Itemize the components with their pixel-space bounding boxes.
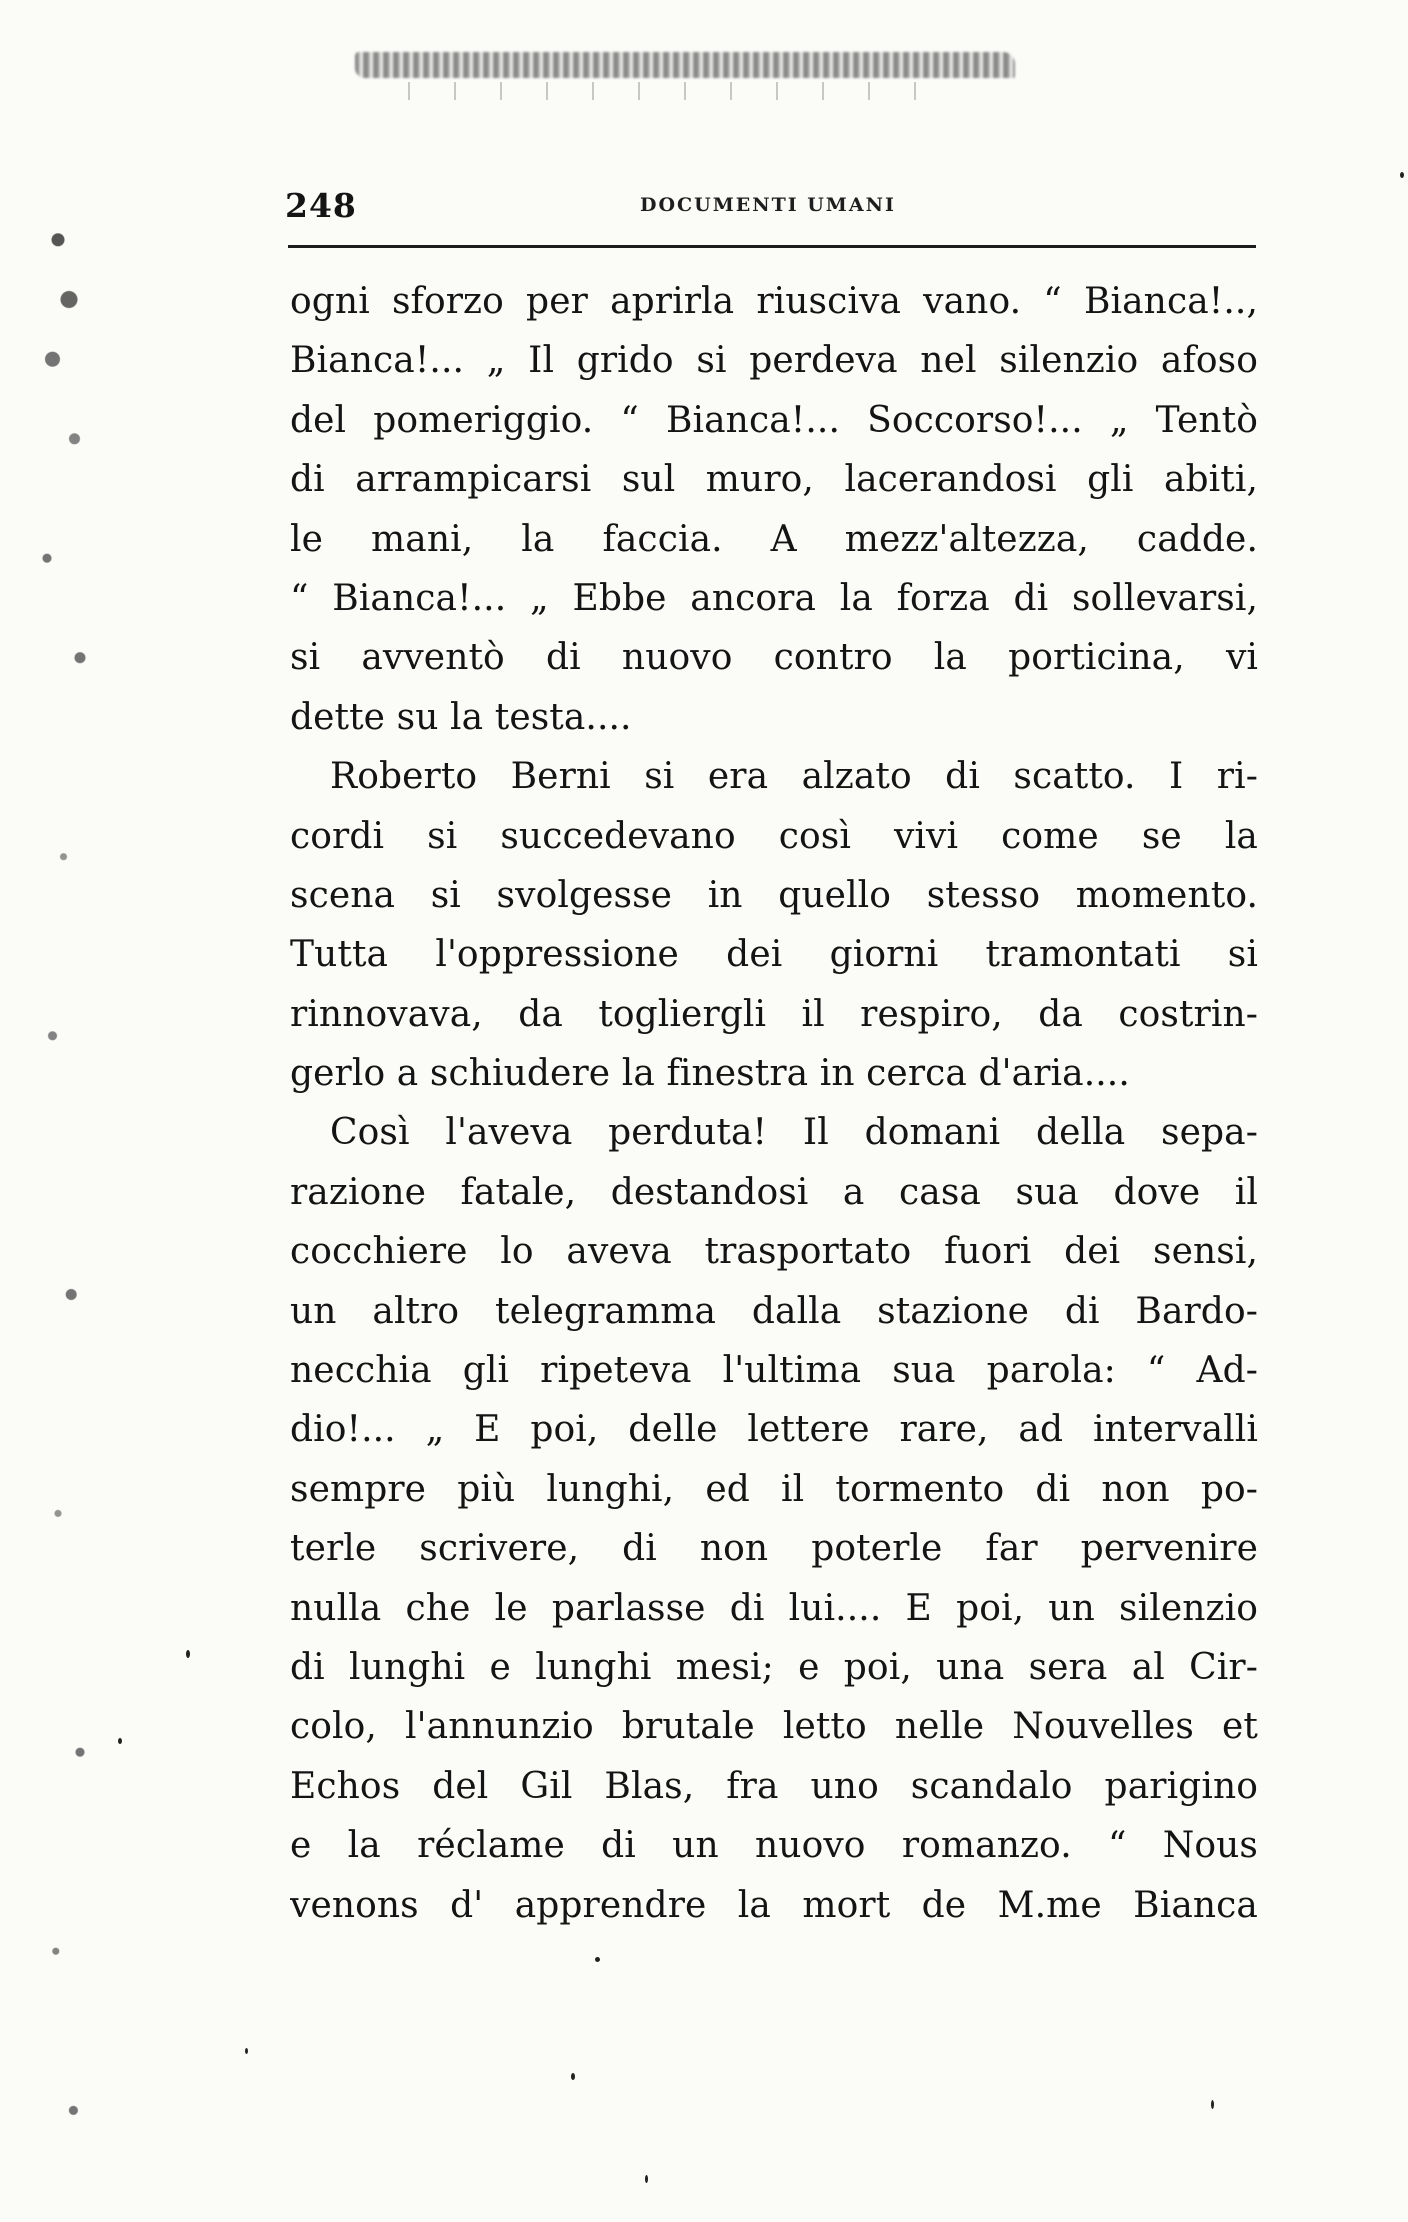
running-head <box>285 186 1253 228</box>
text-line: terle scrivere, di non poterle far pervenire <box>290 1528 1258 1570</box>
ink-speck <box>1211 2100 1214 2109</box>
text-line: del pomeriggio. “ Bianca!... Soccorso!... „ Tentò <box>290 399 1258 441</box>
text-line: di lunghi e lunghi mesi; e poi, una sera al Cir- <box>290 1646 1258 1688</box>
header-rule <box>288 245 1256 248</box>
text-line: di arrampicarsi sul muro, lacerandosi gli abiti, <box>290 459 1258 501</box>
text-line: dette su la testa.... <box>290 696 632 738</box>
text-line: cordi si succedevano così vivi come se la <box>290 815 1258 857</box>
ink-speck <box>1400 172 1404 178</box>
bleed-through-ink-faint <box>390 82 950 100</box>
ink-speck <box>245 2048 248 2054</box>
text-line: “ Bianca!... „ Ebbe ancora la forza di sollevarsi, <box>290 577 1258 619</box>
text-line: ogni sforzo per aprirla riusciva vano. “ Bianca!.., <box>290 281 1258 322</box>
text-line: si avventò di nuovo contro la porticina, vi <box>290 637 1258 679</box>
text-line: cocchiere lo aveva trasportato fuori dei sensi, <box>290 1231 1258 1273</box>
text-line: Bianca!... „ Il grido si perdeva nel silenzio afoso <box>290 340 1258 382</box>
body-text <box>290 272 1258 1935</box>
text-line: dio!... „ E poi, delle lettere rare, ad intervalli <box>290 1409 1258 1451</box>
ink-speck <box>571 2073 575 2080</box>
text-line: venons d' apprendre la mort de M.me Bianca <box>290 1884 1258 1926</box>
running-title: DOCUMENTI UMANI <box>640 194 896 216</box>
text-line: Roberto Berni si era alzato di scatto. I ri- <box>330 756 1258 798</box>
text-line: rinnovava, da togliergli il respiro, da costrin- <box>290 993 1258 1035</box>
text-line: un altro telegramma dalla stazione di Bardo- <box>290 1290 1258 1332</box>
ink-speck <box>645 2175 648 2183</box>
text-line: scena si svolgesse in quello stesso momento. <box>290 874 1258 916</box>
text-line: colo, l'annunzio brutale letto nelle Nouvelles et <box>290 1706 1258 1748</box>
text-line: razione fatale, destandosi a casa sua dove il <box>290 1171 1258 1213</box>
text-line: gerlo a schiudere la finestra in cerca d'aria.... <box>290 1053 1130 1095</box>
text-line: e la réclame di un nuovo romanzo. “ Nous <box>290 1825 1258 1867</box>
ink-speck <box>186 1650 190 1658</box>
text-line: nulla che le parlasse di lui.... E poi, un silenzio <box>290 1587 1258 1629</box>
text-line: Echos del Gil Blas, fra uno scandalo parigino <box>290 1765 1258 1807</box>
text-line: necchia gli ripeteva l'ultima sua parola: “ Ad- <box>290 1350 1258 1392</box>
text-line: sempre più lunghi, ed il tormento di non po- <box>290 1468 1258 1510</box>
page-number: 248 <box>285 186 357 225</box>
text-line: Tutta l'oppressione dei giorni tramontati si <box>290 934 1258 976</box>
text-line: Così l'aveva perduta! Il domani della sepa- <box>330 1112 1258 1154</box>
text-line: le mani, la faccia. A mezz'altezza, cadde. <box>290 518 1258 560</box>
ink-speck <box>118 1738 122 1744</box>
bleed-through-ink <box>355 52 1015 78</box>
page-edge-specks <box>36 200 146 2190</box>
ink-speck <box>595 1957 600 1962</box>
